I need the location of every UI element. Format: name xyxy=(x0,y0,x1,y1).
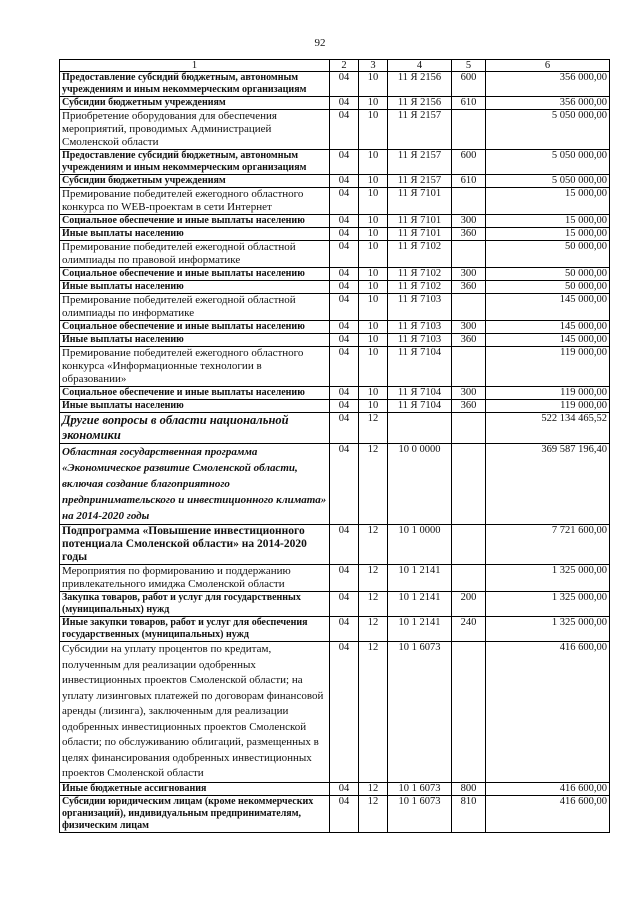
target-article-code: 11 Я 2157 xyxy=(388,110,452,150)
row-name: Иные выплаты населению xyxy=(60,334,330,347)
subsection-code: 10 xyxy=(359,97,388,110)
row-name: Иные выплаты населению xyxy=(60,400,330,413)
table-row xyxy=(60,565,610,592)
expense-type-code: 200 xyxy=(452,592,486,617)
table-row xyxy=(60,241,610,268)
section-code: 04 xyxy=(330,334,359,347)
expense-type-code: 360 xyxy=(452,400,486,413)
subsection-code: 10 xyxy=(359,228,388,241)
row-amount: 15 000,00 xyxy=(486,215,610,228)
target-article-code: 11 Я 2157 xyxy=(388,150,452,175)
section-code: 04 xyxy=(330,321,359,334)
subsection-code: 12 xyxy=(359,565,388,592)
table-row xyxy=(60,97,610,110)
row-name: Мероприятия по формированию и поддержанию привлекательного имиджа Смоленской области xyxy=(60,565,330,592)
row-name: Предоставление субсидий бюджетным, автономным учреждениям и иным некоммерческим организациям xyxy=(60,150,330,175)
row-name: Субсидии юридическим лицам (кроме некоммерческих организаций), индивидуальным предпринимателям, физическим лицам xyxy=(60,795,330,832)
row-amount: 356 000,00 xyxy=(486,72,610,97)
table-row xyxy=(60,782,610,795)
table-row xyxy=(60,188,610,215)
section-code: 04 xyxy=(330,592,359,617)
table-row xyxy=(60,795,610,832)
expense-type-code: 300 xyxy=(452,215,486,228)
target-article-code: 10 1 2141 xyxy=(388,617,452,642)
row-amount: 5 050 000,00 xyxy=(486,110,610,150)
table-row xyxy=(60,334,610,347)
section-code: 04 xyxy=(330,150,359,175)
table-row xyxy=(60,110,610,150)
expense-type-code xyxy=(452,525,486,565)
table-row xyxy=(60,215,610,228)
table-row xyxy=(60,294,610,321)
row-amount: 50 000,00 xyxy=(486,241,610,268)
expense-type-code: 360 xyxy=(452,281,486,294)
table-row xyxy=(60,281,610,294)
table-row xyxy=(60,444,610,525)
target-article-code: 11 Я 7101 xyxy=(388,215,452,228)
target-article-code: 10 1 6073 xyxy=(388,642,452,783)
row-amount: 50 000,00 xyxy=(486,268,610,281)
row-name: Социальное обеспечение и иные выплаты населению xyxy=(60,321,330,334)
target-article-code: 11 Я 7101 xyxy=(388,188,452,215)
row-name: Социальное обеспечение и иные выплаты населению xyxy=(60,215,330,228)
row-name: Иные бюджетные ассигнования xyxy=(60,782,330,795)
subsection-code: 10 xyxy=(359,150,388,175)
subsection-code: 10 xyxy=(359,400,388,413)
table-row xyxy=(60,347,610,387)
section-code: 04 xyxy=(330,228,359,241)
expense-type-code xyxy=(452,241,486,268)
column-header: 5 xyxy=(452,60,486,72)
target-article-code: 11 Я 7103 xyxy=(388,321,452,334)
subsection-code: 12 xyxy=(359,795,388,832)
section-code: 04 xyxy=(330,294,359,321)
subsection-code: 10 xyxy=(359,241,388,268)
row-name: Субсидии бюджетным учреждениям xyxy=(60,97,330,110)
row-amount: 5 050 000,00 xyxy=(486,150,610,175)
column-header: 1 xyxy=(60,60,330,72)
section-code: 04 xyxy=(330,782,359,795)
table-row xyxy=(60,400,610,413)
row-amount: 7 721 600,00 xyxy=(486,525,610,565)
row-amount: 5 050 000,00 xyxy=(486,175,610,188)
section-code: 04 xyxy=(330,110,359,150)
row-amount: 522 134 465,52 xyxy=(486,413,610,444)
row-amount: 15 000,00 xyxy=(486,228,610,241)
target-article-code: 11 Я 7102 xyxy=(388,268,452,281)
section-code: 04 xyxy=(330,413,359,444)
expense-type-code: 810 xyxy=(452,795,486,832)
table-row xyxy=(60,268,610,281)
expense-type-code xyxy=(452,347,486,387)
expense-type-code xyxy=(452,642,486,783)
subsection-code: 12 xyxy=(359,642,388,783)
expense-type-code xyxy=(452,565,486,592)
expense-type-code xyxy=(452,188,486,215)
row-amount: 1 325 000,00 xyxy=(486,617,610,642)
section-code: 04 xyxy=(330,642,359,783)
subsection-code: 12 xyxy=(359,444,388,525)
target-article-code: 10 1 0000 xyxy=(388,525,452,565)
section-code: 04 xyxy=(330,281,359,294)
subsection-code: 10 xyxy=(359,334,388,347)
section-code: 04 xyxy=(330,268,359,281)
table-row xyxy=(60,387,610,400)
subsection-code: 10 xyxy=(359,268,388,281)
subsection-code: 10 xyxy=(359,387,388,400)
subsection-code: 12 xyxy=(359,413,388,444)
target-article-code: 11 Я 7102 xyxy=(388,241,452,268)
target-article-code: 11 Я 2156 xyxy=(388,97,452,110)
subsection-code: 12 xyxy=(359,592,388,617)
row-name: Субсидии бюджетным учреждениям xyxy=(60,175,330,188)
row-name: Предоставление субсидий бюджетным, автономным учреждениям и иным некоммерческим организациям xyxy=(60,72,330,97)
subsection-code: 10 xyxy=(359,110,388,150)
table-header-row xyxy=(60,60,610,72)
table-row xyxy=(60,525,610,565)
target-article-code: 10 0 0000 xyxy=(388,444,452,525)
expense-type-code xyxy=(452,294,486,321)
target-article-code: 11 Я 7101 xyxy=(388,228,452,241)
target-article-code: 10 1 6073 xyxy=(388,782,452,795)
subsection-code: 12 xyxy=(359,617,388,642)
row-amount: 416 600,00 xyxy=(486,642,610,783)
row-amount: 119 000,00 xyxy=(486,347,610,387)
subsection-code: 10 xyxy=(359,215,388,228)
row-amount: 145 000,00 xyxy=(486,334,610,347)
expense-type-code: 240 xyxy=(452,617,486,642)
expense-type-code: 300 xyxy=(452,387,486,400)
row-amount: 1 325 000,00 xyxy=(486,565,610,592)
row-name: Социальное обеспечение и иные выплаты населению xyxy=(60,268,330,281)
subsection-code: 10 xyxy=(359,188,388,215)
column-header: 4 xyxy=(388,60,452,72)
row-name: Премирование победителей ежегодного областного конкурса «Информационные технологии в образовании» xyxy=(60,347,330,387)
subsection-code: 10 xyxy=(359,321,388,334)
target-article-code: 11 Я 2157 xyxy=(388,175,452,188)
row-name: Областная государственная программа «Экономическое развитие Смоленской области, включая создание благоприятного предпринимательского и инвестиционного климата» на 2014-2020 годы xyxy=(60,444,330,525)
row-amount: 1 325 000,00 xyxy=(486,592,610,617)
row-amount: 416 600,00 xyxy=(486,795,610,832)
section-code: 04 xyxy=(330,241,359,268)
column-header: 6 xyxy=(486,60,610,72)
row-name: Иные выплаты населению xyxy=(60,281,330,294)
section-code: 04 xyxy=(330,387,359,400)
expense-type-code: 800 xyxy=(452,782,486,795)
page-number: 92 xyxy=(314,37,326,49)
subsection-code: 10 xyxy=(359,347,388,387)
target-article-code: 11 Я 7104 xyxy=(388,347,452,387)
row-name: Субсидии на уплату процентов по кредитам, полученным для реализации одобренных инвестиционных проектов Смоленской области; на уплату лизинговых платежей по договорам финансовой аренды (лизинга), заключенным для реализации одобренных инвестиционных проектов Смоленской области; по обслуживанию облигаций, размещенных в целях финансирования одобренных инвестиционных проектов Смоленской области xyxy=(60,642,330,783)
expense-type-code xyxy=(452,413,486,444)
row-amount: 119 000,00 xyxy=(486,400,610,413)
target-article-code: 10 1 2141 xyxy=(388,592,452,617)
target-article-code: 11 Я 7104 xyxy=(388,400,452,413)
section-code: 04 xyxy=(330,400,359,413)
table-row xyxy=(60,592,610,617)
target-article-code: 11 Я 7102 xyxy=(388,281,452,294)
section-code: 04 xyxy=(330,188,359,215)
row-name: Иные выплаты населению xyxy=(60,228,330,241)
row-name: Премирование победителей ежегодной областной олимпиады по правовой информатике xyxy=(60,241,330,268)
expense-type-code: 360 xyxy=(452,228,486,241)
target-article-code: 10 1 6073 xyxy=(388,795,452,832)
section-code: 04 xyxy=(330,617,359,642)
section-code: 04 xyxy=(330,795,359,832)
budget-table xyxy=(59,59,610,833)
subsection-code: 10 xyxy=(359,294,388,321)
row-name: Премирование победителей ежегодной областной олимпиады по информатике xyxy=(60,294,330,321)
column-header: 3 xyxy=(359,60,388,72)
row-name: Подпрограмма «Повышение инвестиционного потенциала Смоленской области» на 2014-2020 годы xyxy=(60,525,330,565)
table-row xyxy=(60,617,610,642)
section-code: 04 xyxy=(330,565,359,592)
row-amount: 145 000,00 xyxy=(486,294,610,321)
target-article-code: 11 Я 7103 xyxy=(388,294,452,321)
expense-type-code: 300 xyxy=(452,268,486,281)
target-article-code: 11 Я 2156 xyxy=(388,72,452,97)
subsection-code: 10 xyxy=(359,72,388,97)
row-amount: 369 587 196,40 xyxy=(486,444,610,525)
target-article-code: 11 Я 7103 xyxy=(388,334,452,347)
row-name: Иные закупки товаров, работ и услуг для обеспечения государственных (муниципальных) нужд xyxy=(60,617,330,642)
column-header: 2 xyxy=(330,60,359,72)
table-row xyxy=(60,150,610,175)
subsection-code: 10 xyxy=(359,175,388,188)
expense-type-code xyxy=(452,444,486,525)
expense-type-code xyxy=(452,110,486,150)
subsection-code: 12 xyxy=(359,782,388,795)
table-row xyxy=(60,228,610,241)
row-name: Социальное обеспечение и иные выплаты населению xyxy=(60,387,330,400)
target-article-code: 10 1 2141 xyxy=(388,565,452,592)
target-article-code xyxy=(388,413,452,444)
row-amount: 15 000,00 xyxy=(486,188,610,215)
row-name: Приобретение оборудования для обеспечения мероприятий, проводимых Администрацией Смоленской области xyxy=(60,110,330,150)
section-code: 04 xyxy=(330,444,359,525)
row-name: Закупка товаров, работ и услуг для государственных (муниципальных) нужд xyxy=(60,592,330,617)
table-row xyxy=(60,642,610,783)
row-name: Премирование победителей ежегодного областного конкурса по WEB-проектам в сети Интернет xyxy=(60,188,330,215)
section-code: 04 xyxy=(330,347,359,387)
row-amount: 50 000,00 xyxy=(486,281,610,294)
subsection-code: 10 xyxy=(359,281,388,294)
table-row xyxy=(60,72,610,97)
section-code: 04 xyxy=(330,72,359,97)
table-body xyxy=(60,72,610,833)
expense-type-code: 610 xyxy=(452,175,486,188)
expense-type-code: 600 xyxy=(452,72,486,97)
row-amount: 145 000,00 xyxy=(486,321,610,334)
expense-type-code: 600 xyxy=(452,150,486,175)
expense-type-code: 360 xyxy=(452,334,486,347)
expense-type-code: 610 xyxy=(452,97,486,110)
table-row xyxy=(60,175,610,188)
section-code: 04 xyxy=(330,215,359,228)
expense-type-code: 300 xyxy=(452,321,486,334)
section-code: 04 xyxy=(330,175,359,188)
row-amount: 119 000,00 xyxy=(486,387,610,400)
row-name: Другие вопросы в области национальной экономики xyxy=(60,413,330,444)
row-amount: 356 000,00 xyxy=(486,97,610,110)
table-row xyxy=(60,413,610,444)
subsection-code: 12 xyxy=(359,525,388,565)
section-code: 04 xyxy=(330,525,359,565)
target-article-code: 11 Я 7104 xyxy=(388,387,452,400)
row-amount: 416 600,00 xyxy=(486,782,610,795)
table-row xyxy=(60,321,610,334)
section-code: 04 xyxy=(330,97,359,110)
